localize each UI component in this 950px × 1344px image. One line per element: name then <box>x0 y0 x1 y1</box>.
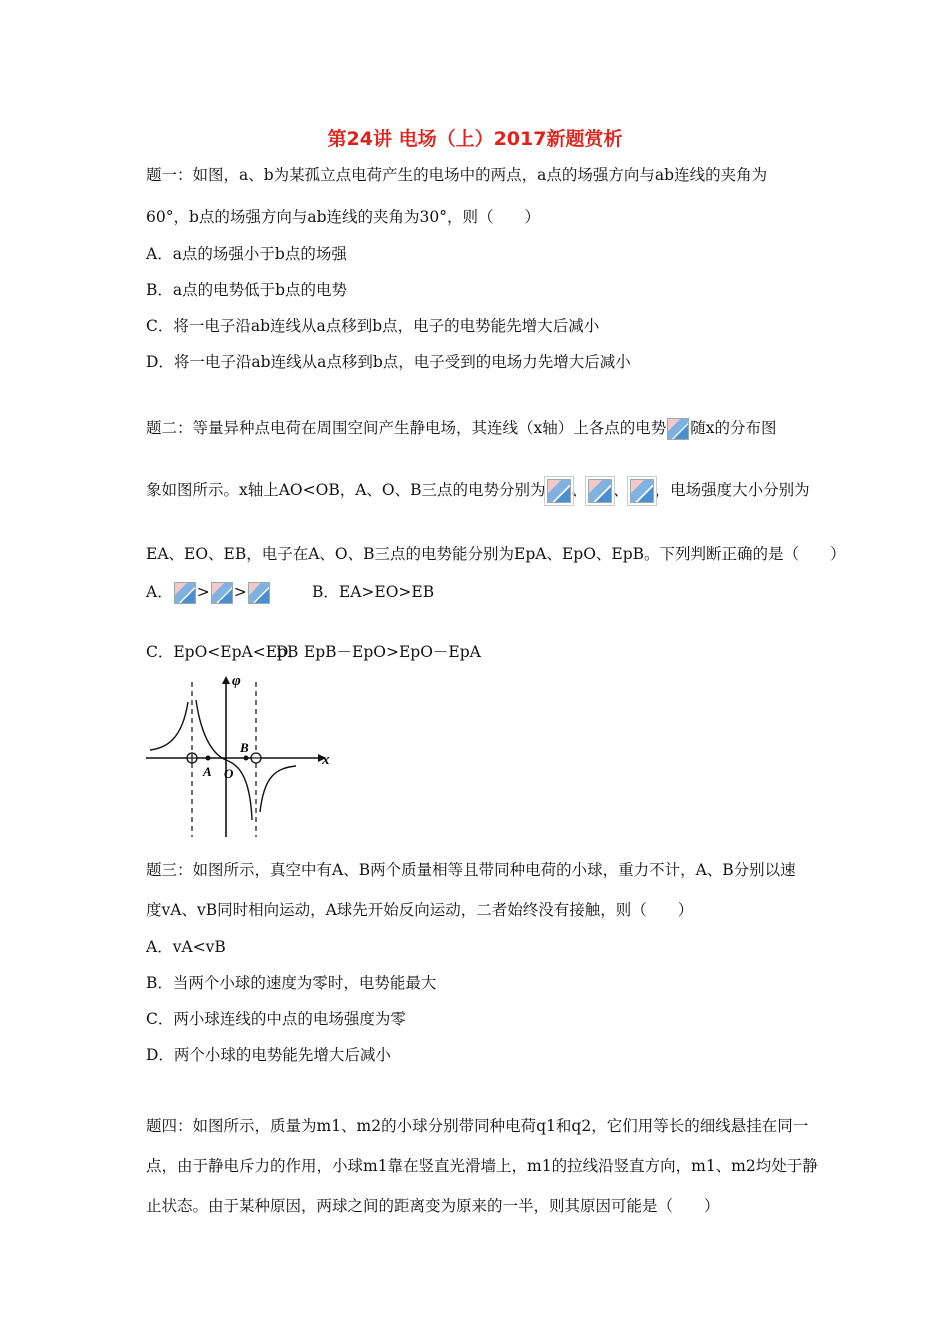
label-b: B <box>240 740 249 755</box>
q4-stem-line3: 止状态。由于某种原因，两球之间的距离变为原来的一半，则其原因可能是（ ） <box>146 1197 720 1215</box>
q1-option-a: A．a点的场强小于b点的场强 <box>146 245 347 263</box>
phi-compare-1-image-icon <box>174 582 196 604</box>
q2-stem-text-a2: 随x的分布图 <box>690 419 777 437</box>
phi-formula-image-icon <box>667 418 689 440</box>
curve-middle-branch <box>196 700 252 820</box>
q2-option-a-label: A． <box>146 583 173 601</box>
x-axis-label: x <box>322 752 330 768</box>
q2-stem-text-b2: ，电场强度大小分别为 <box>654 481 810 499</box>
q3-option-b: B．当两个小球的速度为零时，电势能最大 <box>146 974 437 992</box>
phi-o-image-icon <box>588 479 612 503</box>
label-o: O <box>224 766 234 781</box>
q2-option-b: B．EA>EO>EB <box>312 583 435 601</box>
q2-stem-line3: EA、EO、EB，电子在A、O、B三点的电势能分别为EpA、EpO、EpB。下列判断正确的是（ ） <box>146 545 846 563</box>
point-b-dot <box>244 756 249 761</box>
q4-stem-line1: 题四：如图所示，质量为m1、m2的小球分别带同种电荷q1和q2，它们用等长的细线悬挂在同一 <box>146 1117 809 1135</box>
q3-option-d: D．两个小球的电势能先增大后减小 <box>146 1046 391 1064</box>
potential-graph <box>146 672 336 840</box>
y-axis-arrow <box>222 676 230 684</box>
phi-compare-3-image-icon <box>248 582 270 604</box>
q3-stem-line2: 度vA、vB同时相向运动，A球先开始反向运动，二者始终没有接触，则（ ） <box>146 901 694 919</box>
q1-stem-line1: 题一：如图，a、b为某孤立点电荷产生的电场中的两点，a点的场强方向与ab连线的夹角为 <box>146 166 768 184</box>
q3-option-a: A．vA<vB <box>146 938 226 956</box>
y-axis-label: φ <box>232 673 241 689</box>
point-a-dot <box>206 756 211 761</box>
q3-option-c: C．两小球连线的中点的电场强度为零 <box>146 1010 406 1028</box>
q2-stem-line1 <box>146 416 777 440</box>
q2-option-c: C．EpO<EpA<EpB <box>146 643 299 661</box>
q1-stem-line2: 60°，b点的场强方向与ab连线的夹角为30°，则（ ） <box>146 208 541 226</box>
q2-stem-text-a1: 题二：等量异种点电荷在周围空间产生静电场，其连线（x轴）上各点的电势 <box>146 419 667 437</box>
q2-stem-line2: 象如图所示。x轴上AO<OB，A、O、B三点的电势分别为 、 、 ，电场强度大小分别为 <box>146 478 810 503</box>
phi-b-image-icon <box>630 479 654 503</box>
q1-option-c: C．将一电子沿ab连线从a点移到b点，电子的电势能先增大后减小 <box>146 317 600 335</box>
q2-option-d: D．EpB－EpO>EpO－EpA <box>276 643 481 661</box>
q3-stem-line1: 题三：如图所示，真空中有A、B两个质量相等且带同种电荷的小球，重力不计，A、B分别以速 <box>146 861 796 879</box>
phi-a-image-icon <box>547 479 571 503</box>
q2-stem-text-b1: 象如图所示。x轴上AO<OB，A、O、B三点的电势分别为 <box>146 481 546 499</box>
q1-option-b: B．a点的电势低于b点的电势 <box>146 281 348 299</box>
page-title: 第24讲 电场（上）2017新题赏析 <box>327 128 623 150</box>
curve-left-branch <box>150 702 188 750</box>
phi-compare-2-image-icon <box>211 582 233 604</box>
q2-option-a: A． > > <box>146 580 271 604</box>
label-a: A <box>203 764 212 779</box>
q1-option-d: D．将一电子沿ab连线从a点移到b点，电子受到的电场力先增大后减小 <box>146 353 631 371</box>
curve-right-branch <box>260 766 296 812</box>
q4-stem-line2: 点，由于静电斥力的作用，小球m1靠在竖直光滑墙上，m1的拉线沿竖直方向，m1、m2均处于静 <box>146 1157 818 1175</box>
